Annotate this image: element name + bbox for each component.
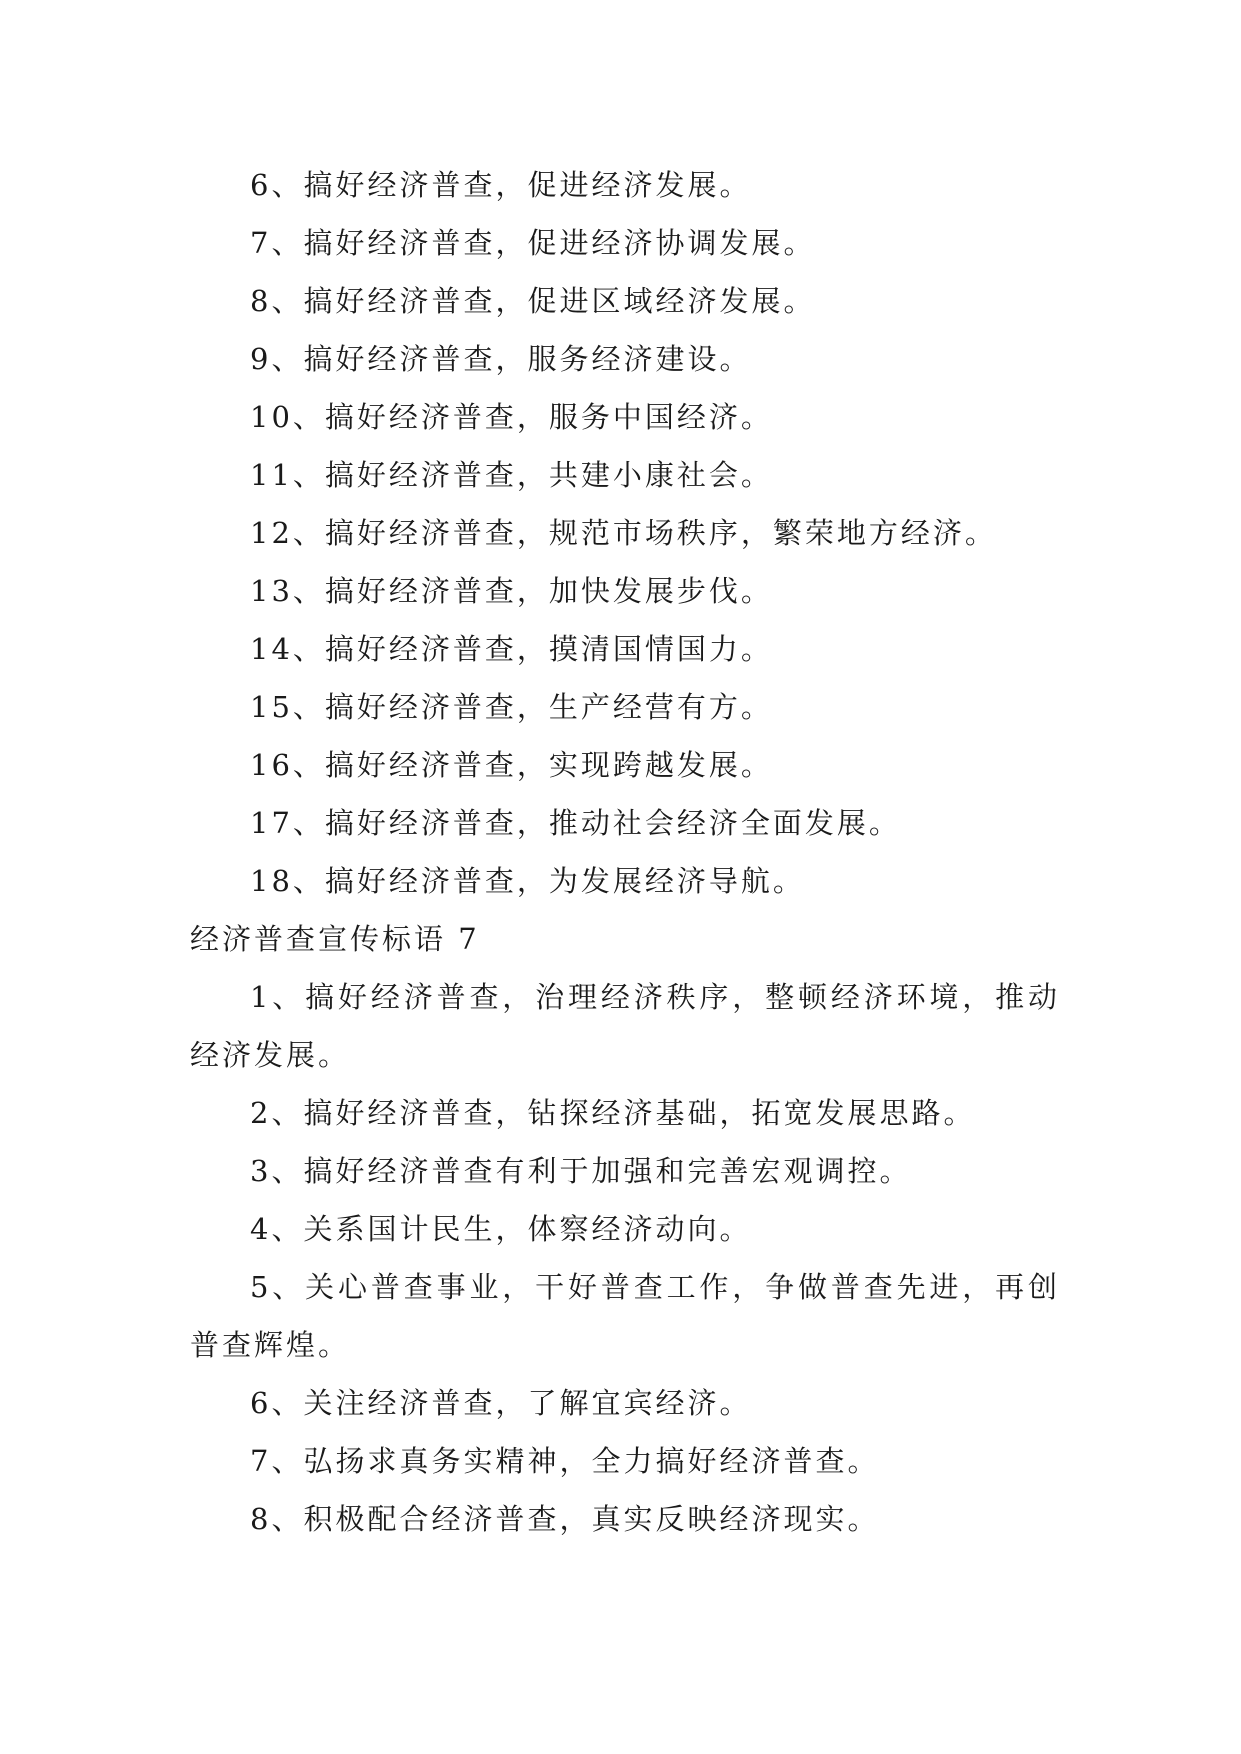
slogan-item: 7、搞好经济普查，促进经济协调发展。 (250, 226, 816, 260)
slogan-item: 17、搞好经济普查，推动社会经济全面发展。 (250, 806, 901, 840)
slogan-item: 6、搞好经济普查，促进经济发展。 (250, 168, 752, 202)
slogan-item: 3、搞好经济普查有利于加强和完善宏观调控。 (250, 1154, 912, 1188)
slogan-item: 9、搞好经济普查，服务经济建设。 (250, 342, 752, 376)
slogan-item: 8、搞好经济普查，促进区域经济发展。 (250, 284, 816, 318)
slogan-item: 15、搞好经济普查，生产经营有方。 (250, 690, 773, 724)
section-heading: 经济普查宣传标语 7 (190, 922, 480, 956)
slogan-item: 7、弘扬求真务实精神，全力搞好经济普查。 (250, 1444, 880, 1478)
slogan-item: 8、积极配合经济普查，真实反映经济现实。 (250, 1502, 880, 1536)
slogan-item: 16、搞好经济普查，实现跨越发展。 (250, 748, 773, 782)
slogan-item: 11、搞好经济普查，共建小康社会。 (250, 458, 773, 492)
slogan-item: 13、搞好经济普查，加快发展步伐。 (250, 574, 773, 608)
slogan-item: 6、关注经济普查，了解宜宾经济。 (250, 1386, 752, 1420)
document-body (190, 156, 1060, 1548)
slogan-item: 1、搞好经济普查，治理经济秩序，整顿经济环境，推动经济发展。 (190, 980, 1060, 1072)
slogan-item: 4、关系国计民生，体察经济动向。 (250, 1212, 752, 1246)
slogan-item: 10、搞好经济普查，服务中国经济。 (250, 400, 773, 434)
slogan-item: 14、搞好经济普查，摸清国情国力。 (250, 632, 773, 666)
slogan-item: 18、搞好经济普查，为发展经济导航。 (250, 864, 805, 898)
slogan-item: 2、搞好经济普查，钻探经济基础，拓宽发展思路。 (250, 1096, 976, 1130)
slogan-item: 5、关心普查事业，干好普查工作，争做普查先进，再创普查辉煌。 (190, 1270, 1060, 1362)
slogan-item: 12、搞好经济普查，规范市场秩序，繁荣地方经济。 (250, 516, 997, 550)
